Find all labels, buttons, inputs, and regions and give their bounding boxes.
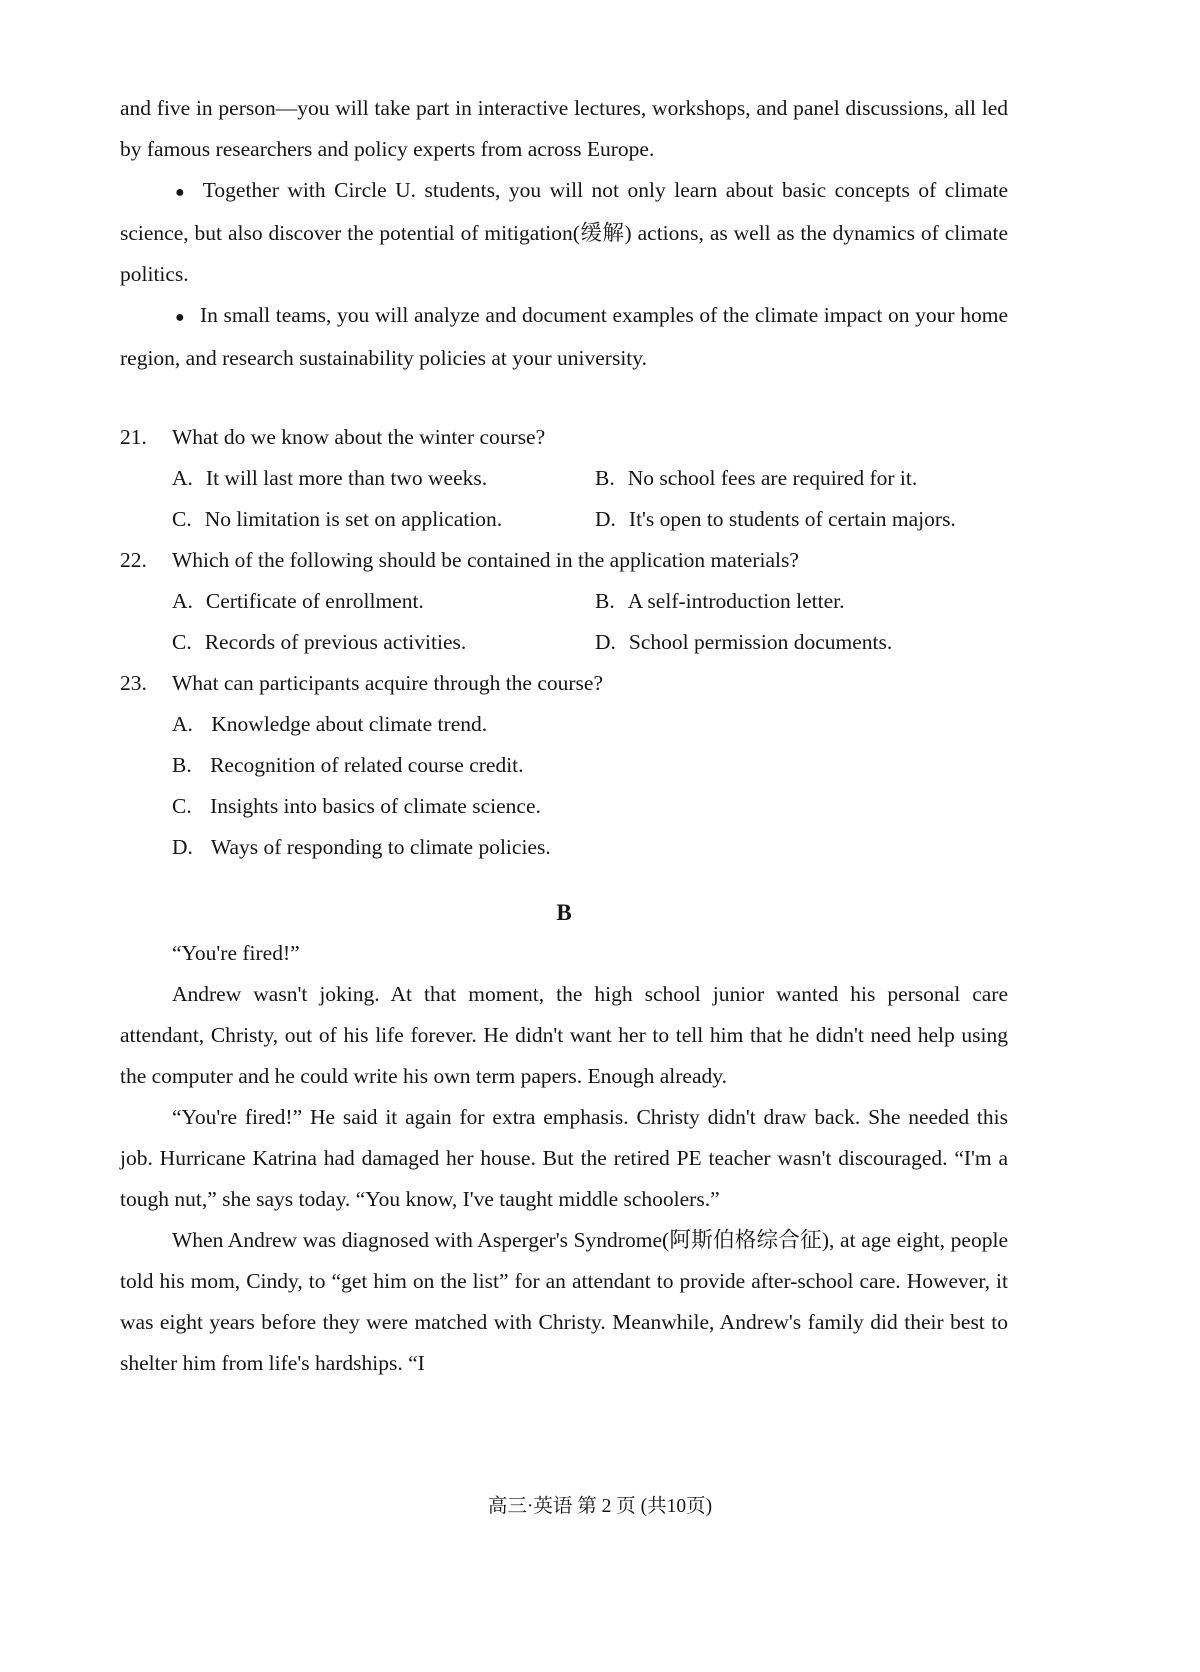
option — [595, 458, 917, 499]
question-22 — [120, 540, 1008, 663]
question-stem: What do we know about the winter course? — [172, 425, 546, 449]
option-label: B. — [172, 753, 192, 777]
option-text: No limitation is set on application. — [204, 507, 503, 531]
option — [120, 745, 1008, 786]
passage-continuation-paragraph: and five in person—you will take part in interactive lectures, workshops, and panel discussions, all led by famous researchers and policy experts from across Europe. — [120, 96, 1008, 161]
option-label: B. — [595, 466, 615, 490]
passage-b-paragraph: “You're fired!” He said it again for extra emphasis. Christy didn't draw back. She needed this job. Hurricane Katrina had damaged her house. But the retired PE teacher wasn't discouraged. “I'm a tough nut,” she says today. “You know, I've taught middle schoolers.” — [120, 1105, 1008, 1211]
bullet-text: Together with Circle U. students, you will not only learn about basic concepts of climate science, but also discover the potential of mitigation(缓解) actions, as well as the dynamics of climate politics. — [120, 178, 1009, 286]
page-footer: 高三·英语 第 2 页 (共10页) — [487, 1496, 713, 1517]
question-21 — [120, 417, 1008, 540]
question-number: 21. — [120, 425, 147, 449]
question-stem-line — [120, 417, 1008, 458]
reading-questions — [120, 417, 1008, 868]
bullet-icon: ● — [175, 309, 185, 326]
option-label: D. — [595, 630, 616, 654]
bullet-icon: ● — [175, 184, 188, 201]
question-stem-line — [120, 540, 1008, 581]
bullet-item — [120, 295, 1008, 379]
option — [120, 704, 1008, 745]
option — [120, 827, 1008, 868]
question-23 — [120, 663, 1008, 868]
passage-b-paragraph: Andrew wasn't joking. At that moment, the high school junior wanted his personal care attendant, Christy, out of his life forever. He didn't want her to tell him that he didn't need help using the computer and he could write his own term papers. Enough already. — [120, 982, 1008, 1088]
option-label: D. — [595, 507, 616, 531]
passage-b-paragraph: “You're fired!” — [172, 941, 300, 965]
option-text: Certificate of enrollment. — [205, 589, 424, 613]
option-text: School permission documents. — [628, 630, 893, 654]
option-text: Knowledge about climate trend. — [211, 712, 488, 736]
options-row — [120, 499, 1008, 540]
page-body — [120, 88, 1008, 1384]
options-row — [120, 581, 1008, 622]
option-label: A. — [172, 589, 193, 613]
section-b-heading: B — [556, 900, 572, 925]
option-label: C. — [172, 794, 192, 818]
option-label: D. — [172, 835, 193, 859]
option-label: C. — [172, 507, 192, 531]
bullet-text: In small teams, you will analyze and document examples of the climate impact on your home region, and research sustainability policies at your university. — [120, 303, 1008, 370]
options-row — [120, 622, 1008, 663]
option — [120, 786, 1008, 827]
question-number: 23. — [120, 671, 147, 695]
question-number: 22. — [120, 548, 147, 572]
option-label: B. — [595, 589, 615, 613]
option-text: It will last more than two weeks. — [205, 466, 488, 490]
option — [172, 458, 595, 499]
option — [595, 499, 956, 540]
option-text: A self-introduction letter. — [627, 589, 845, 613]
option — [595, 622, 892, 663]
bullet-item — [120, 170, 1008, 295]
option-text: Insights into basics of climate science. — [210, 794, 541, 818]
option-text: It's open to students of certain majors. — [628, 507, 956, 531]
options-row — [120, 458, 1008, 499]
option — [172, 499, 595, 540]
option — [595, 581, 844, 622]
question-stem: What can participants acquire through the course? — [172, 671, 604, 695]
option — [172, 622, 595, 663]
option-label: A. — [172, 466, 193, 490]
option-label: A. — [172, 712, 193, 736]
passage-b-paragraph: When Andrew was diagnosed with Asperger's Syndrome(阿斯伯格综合征), at age eight, people told his mom, Cindy, to “get him on the list” for an attendant to provide after-school care. However, it was eight years before they were matched with Christy. Meanwhile, Andrew's family did their best to shelter him from life's hardships. “I — [120, 1228, 1008, 1375]
option — [172, 581, 595, 622]
option-text: Recognition of related course credit. — [210, 753, 524, 777]
question-stem: Which of the following should be contained in the application materials? — [172, 548, 799, 572]
option-text: Records of previous activities. — [204, 630, 467, 654]
option-text: Ways of responding to climate policies. — [210, 835, 551, 859]
option-text: No school fees are required for it. — [627, 466, 918, 490]
question-stem-line — [120, 663, 1008, 704]
option-label: C. — [172, 630, 192, 654]
